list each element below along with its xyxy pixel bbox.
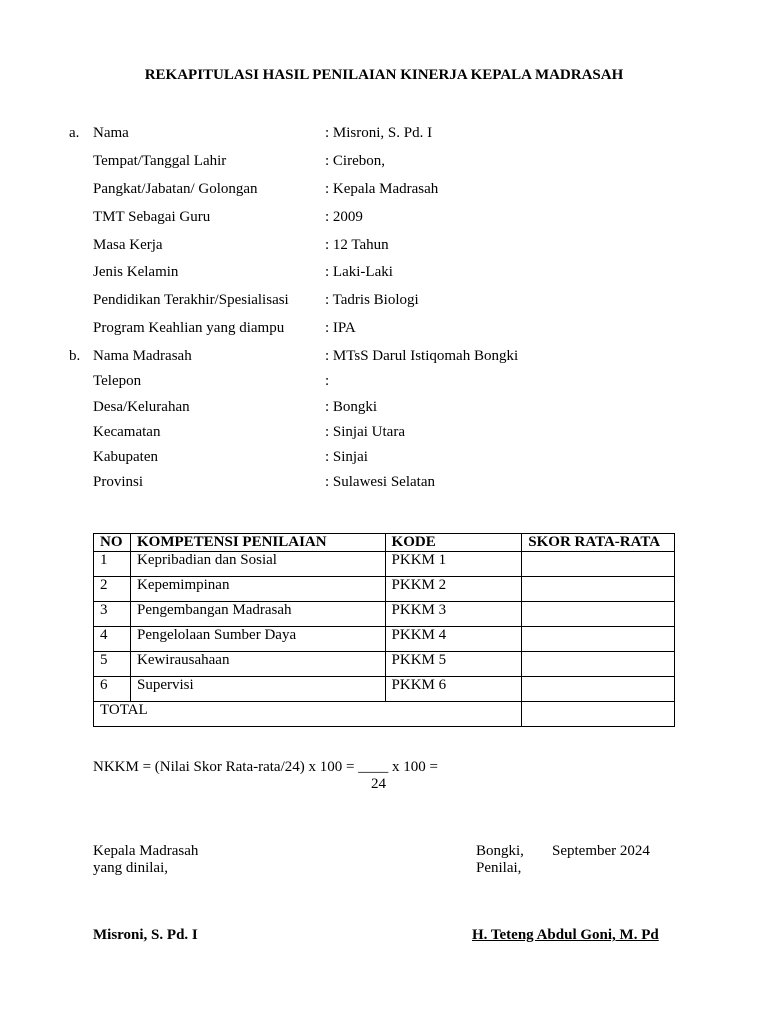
header-kompetensi: KOMPETENSI PENILAIAN [130,534,385,552]
cell-kode: PKKM 5 [385,652,522,677]
signer-right-title: Penilai, [476,860,522,876]
label-nama: Nama [93,125,129,141]
table-header-row [94,534,675,552]
value-nama-madrasah: : MTsS Darul Istiqomah Bongki [325,348,519,364]
cell-skor[interactable] [522,602,675,627]
value-program-keahlian: : IPA [325,320,356,336]
cell-kode: PKKM 4 [385,627,522,652]
cell-kompetensi: Kepribadian dan Sosial [130,552,385,577]
cell-no: 1 [94,552,131,577]
cell-skor[interactable] [522,627,675,652]
value-provinsi: : Sulawesi Selatan [325,474,435,490]
score-table [93,533,675,727]
label-program-keahlian: Program Keahlian yang diampu [93,320,285,336]
value-kecamatan: : Sinjai Utara [325,424,405,440]
table-row [94,677,675,702]
total-label: TOTAL [94,702,522,727]
label-tempat-tanggal-lahir: Tempat/Tanggal Lahir [93,153,227,169]
cell-kompetensi: Pengembangan Madrasah [130,602,385,627]
cell-no: 4 [94,627,131,652]
label-masa-kerja: Masa Kerja [93,237,163,253]
signer-left-subtitle: yang dinilai, [93,860,168,876]
value-nama: : Misroni, S. Pd. I [325,125,433,141]
value-telepon: : [325,373,330,389]
label-desa: Desa/Kelurahan [93,399,190,415]
document-title: REKAPITULASI HASIL PENILAIAN KINERJA KEPALA MADRASAH [144,67,624,83]
label-tmt: TMT Sebagai Guru [93,209,211,225]
cell-kompetensi: Pengelolaan Sumber Daya [130,627,385,652]
table-row [94,552,675,577]
table-row [94,577,675,602]
signer-left-name: Misroni, S. Pd. I [93,927,198,943]
label-provinsi: Provinsi [93,474,144,490]
section-a-marker: a. [69,125,80,141]
cell-skor[interactable] [522,652,675,677]
cell-no: 5 [94,652,131,677]
cell-kode: PKKM 6 [385,677,522,702]
section-b-marker: b. [69,348,81,364]
cell-kode: PKKM 3 [385,602,522,627]
table-row [94,652,675,677]
label-kabupaten: Kabupaten [93,449,158,465]
header-no: NO [94,534,131,552]
nkkm-denominator: 24 [371,776,386,792]
header-kode: KODE [385,534,522,552]
header-skor: SKOR RATA-RATA [522,534,675,552]
signer-right-name: H. Teteng Abdul Goni, M. Pd [472,927,659,943]
cell-no: 3 [94,602,131,627]
label-pendidikan: Pendidikan Terakhir/Spesialisasi [93,292,289,308]
cell-kode: PKKM 2 [385,577,522,602]
cell-kompetensi: Supervisi [130,677,385,702]
cell-no: 6 [94,677,131,702]
value-desa: : Bongki [325,399,378,415]
cell-kompetensi: Kepemimpinan [130,577,385,602]
value-kabupaten: : Sinjai [325,449,368,465]
total-value[interactable] [522,702,675,727]
nkkm-formula: NKKM = (Nilai Skor Rata-rata/24) x 100 = ____ x 100 = [93,759,438,775]
cell-kompetensi: Kewirausahaan [130,652,385,677]
cell-skor[interactable] [522,677,675,702]
table-row [94,602,675,627]
table-total-row [94,702,675,727]
value-jenis-kelamin: : Laki-Laki [325,264,393,280]
cell-no: 2 [94,577,131,602]
signature-date: September 2024 [552,843,650,859]
value-pendidikan: : Tadris Biologi [325,292,419,308]
value-pangkat: : Kepala Madrasah [325,181,439,197]
value-tmt: : 2009 [325,209,363,225]
label-nama-madrasah: Nama Madrasah [93,348,192,364]
signature-place: Bongki, [476,843,524,859]
label-kecamatan: Kecamatan [93,424,161,440]
signer-left-title: Kepala Madrasah [93,843,199,859]
cell-skor[interactable] [522,552,675,577]
table-row [94,627,675,652]
cell-skor[interactable] [522,577,675,602]
label-pangkat: Pangkat/Jabatan/ Golongan [93,181,258,197]
label-telepon: Telepon [93,373,142,389]
value-tempat-tanggal-lahir: : Cirebon, [325,153,385,169]
label-jenis-kelamin: Jenis Kelamin [93,264,179,280]
value-masa-kerja: : 12 Tahun [325,237,389,253]
cell-kode: PKKM 1 [385,552,522,577]
